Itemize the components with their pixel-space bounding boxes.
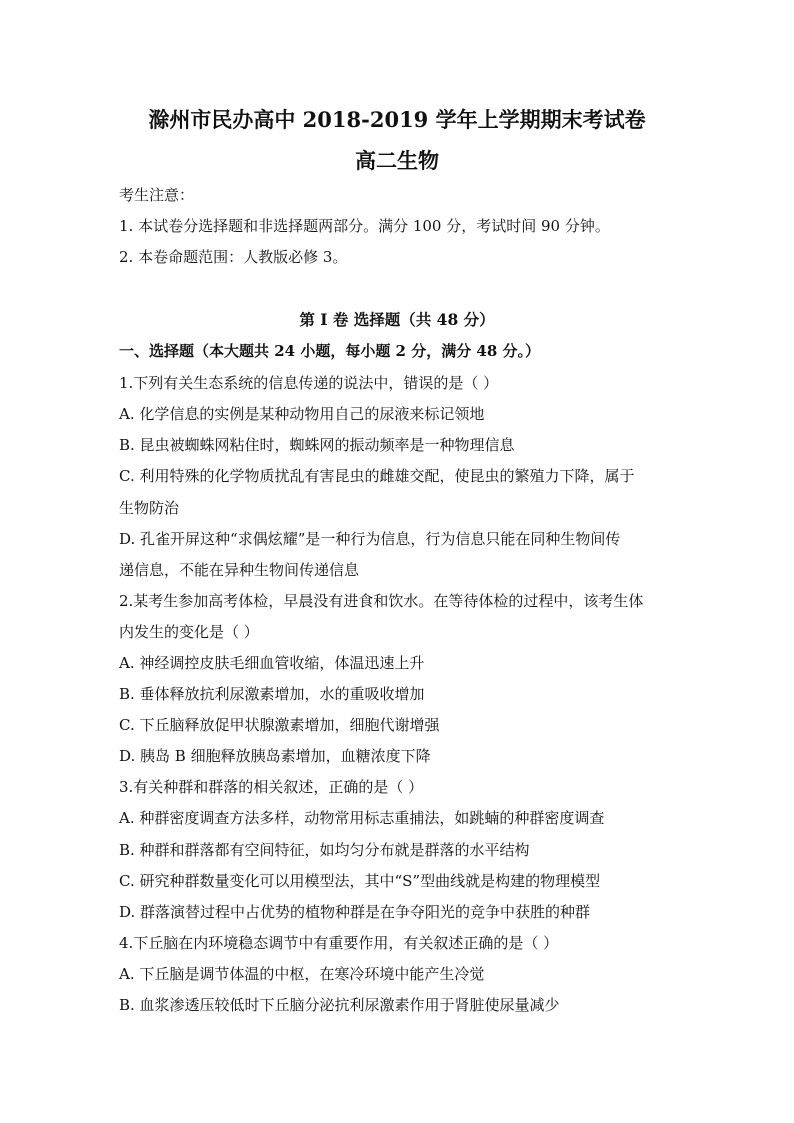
question-3-stem: 3.有关种群和群落的相关叙述，正确的是（ ） (119, 778, 424, 796)
question-3-option-a: A. 种群密度调查方法多样，动物常用标志重捕法，如跳蝻的种群密度调查 (119, 809, 605, 827)
question-3-option-d: D. 群落演替过程中占优势的植物种群是在争夺阳光的竞争中获胜的种群 (119, 903, 591, 921)
notice-item-2: 2. 本卷命题范围：人教版必修 3。 (119, 248, 348, 266)
part-heading: 一、选择题（本大题共 24 小题，每小题 2 分，满分 48 分。） (119, 342, 541, 360)
question-1-option-a: A. 化学信息的实例是某种动物用自己的尿液来标记领地 (119, 405, 485, 423)
section-title: 第 I 卷 选择题（共 48 分） (299, 310, 495, 329)
question-1-option-b: B. 昆虫被蜘蛛网粘住时，蜘蛛网的振动频率是一种物理信息 (119, 436, 515, 454)
question-2-stem-cont: 内发生的变化是（ ） (119, 623, 259, 641)
question-4-option-a: A. 下丘脑是调节体温的中枢，在寒冷环境中能产生冷觉 (119, 965, 485, 983)
question-3-option-b: B. 种群和群落都有空间特征，如均匀分布就是群落的水平结构 (119, 841, 530, 859)
question-2-stem: 2.某考生参加高考体检，早晨没有进食和饮水。在等待体检的过程中，该考生体 (119, 592, 644, 610)
question-4-stem: 4.下丘脑在内环境稳态调节中有重要作用，有关叙述正确的是（ ） (119, 934, 559, 952)
question-1-option-d-cont: 递信息，不能在异种生物间传递信息 (119, 561, 360, 579)
question-1-option-d: D. 孔雀开屏这种“求偶炫耀”是一种行为信息，行为信息只能在同种生物间传 (119, 530, 621, 548)
question-2-option-c: C. 下丘脑释放促甲状腺激素增加，细胞代谢增强 (119, 716, 440, 734)
exam-subject: 高二生物 (355, 148, 439, 173)
question-1-stem: 1.下列有关生态系统的信息传递的说法中，错误的是（ ） (119, 374, 499, 392)
question-3-option-c: C. 研究种群数量变化可以用模型法，其中“S”型曲线就是构建的物理模型 (119, 872, 601, 890)
question-2-option-d: D. 胰岛 B 细胞释放胰岛素增加，血糖浓度下降 (119, 747, 431, 765)
question-2-option-b: B. 垂体释放抗利尿激素增加，水的重吸收增加 (119, 685, 425, 703)
question-1-option-c: C. 利用特殊的化学物质扰乱有害昆虫的雌雄交配，使昆虫的繁殖力下降，属于 (119, 467, 635, 485)
question-2-option-a: A. 神经调控皮肤毛细血管收缩，体温迅速上升 (119, 654, 425, 672)
question-4-option-b: B. 血浆渗透压较低时下丘脑分泌抗利尿激素作用于肾脏使尿量减少 (119, 996, 560, 1014)
notice-item-1: 1. 本试卷分选择题和非选择题两部分。满分 100 分，考试时间 90 分钟。 (119, 217, 610, 235)
exam-title: 滁州市民办高中 2018-2019 学年上学期期末考试卷 (148, 107, 646, 132)
notice-heading: 考生注意： (119, 186, 195, 204)
question-1-option-c-cont: 生物防治 (119, 499, 180, 517)
